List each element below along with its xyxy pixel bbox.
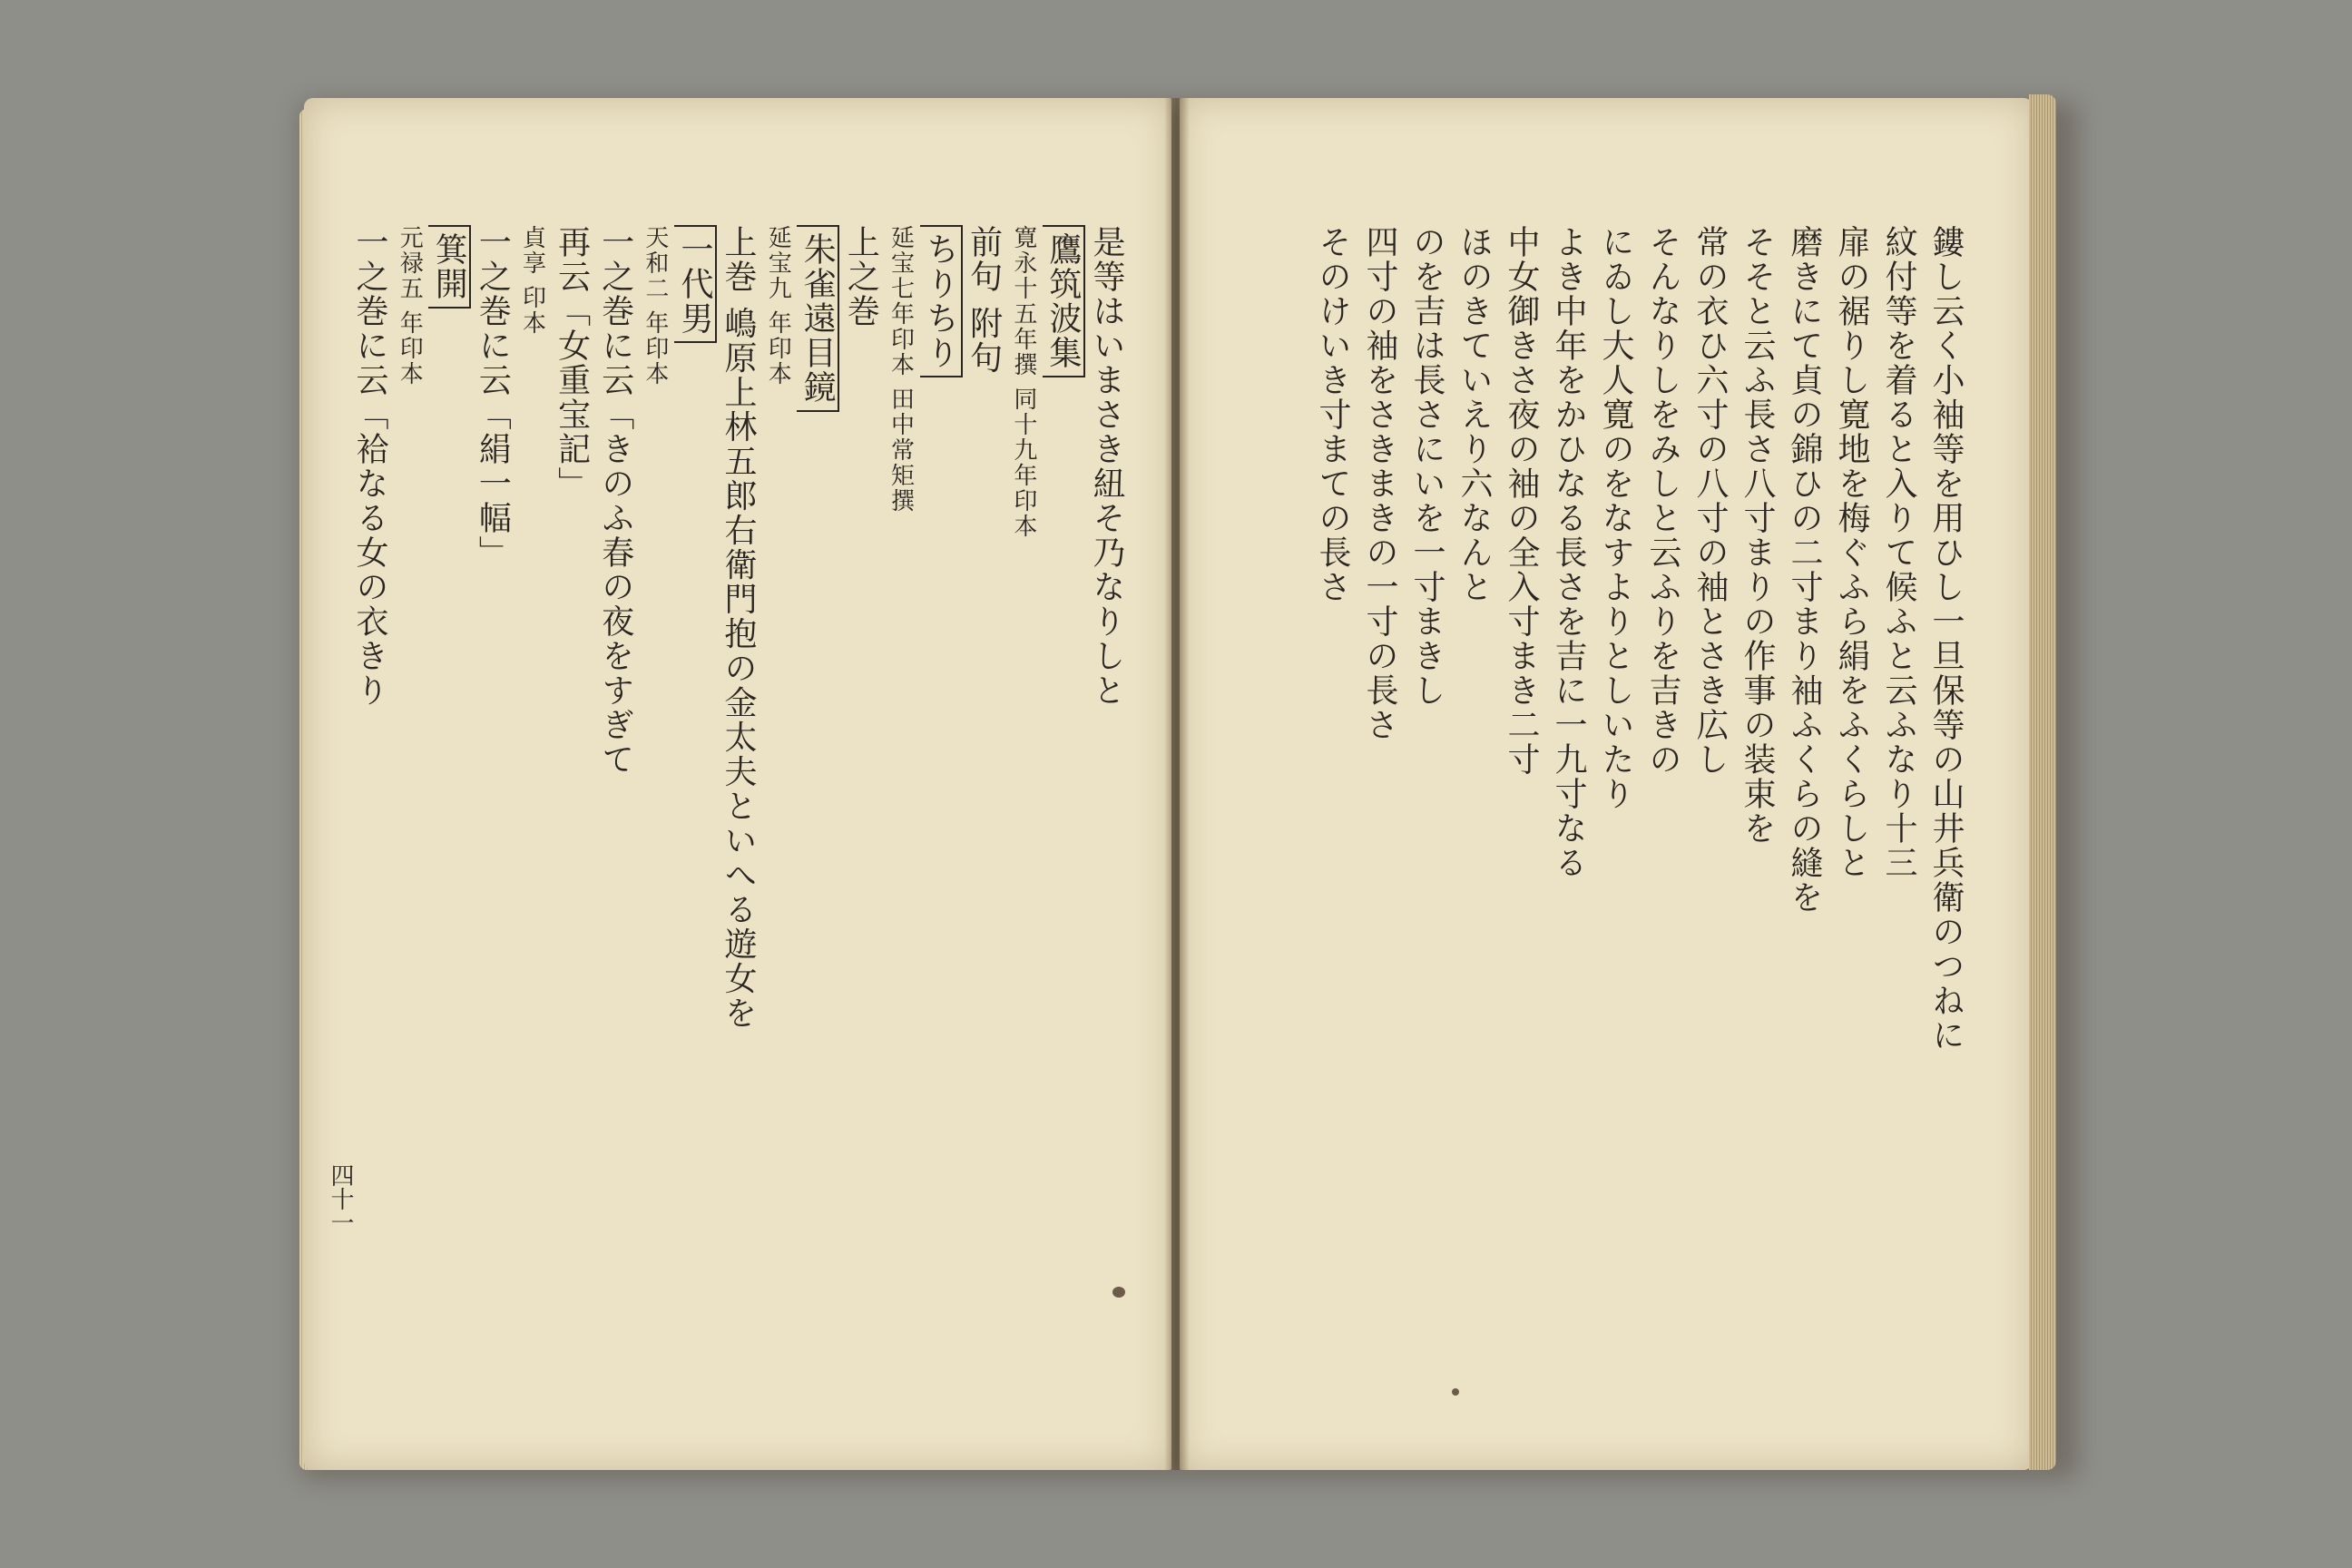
- text-column: 前句 附句: [965, 225, 1003, 376]
- text-column: にゐし大人寛のをなすよりとしいたり: [1597, 225, 1634, 811]
- text-column: 一之巻に云「絹一幅」: [474, 225, 512, 570]
- text-column: ほのきていえり六なんと: [1455, 225, 1493, 604]
- text-column: 一之巻に云「きのふ春の夜をすぎて: [596, 225, 634, 777]
- text-column: 上巻 嶋原上林五郎右衛門抱の金太夫といへる遊女を: [720, 225, 758, 1031]
- right-page-text: [1270, 225, 1969, 1368]
- ink-stain: [1452, 1388, 1459, 1396]
- text-column: 紋付等を着ると入りて候ふと云ふなり十三: [1880, 225, 1917, 880]
- work-title-box: 一代男: [674, 225, 717, 343]
- text-column: 天和二 年印本: [641, 225, 669, 387]
- text-column: 鏤し云く小袖等を用ひし一旦保等の山井兵衛のつねに: [1927, 225, 1965, 1053]
- right-page-edge: [2029, 94, 2056, 1470]
- text-column: [674, 225, 718, 1350]
- text-column: [797, 225, 840, 1350]
- text-column: 延宝九 年印本: [764, 225, 792, 387]
- text-column: 中女御きさ夜の袖の全入寸まき二寸: [1503, 225, 1540, 777]
- ink-stain: [1112, 1287, 1125, 1298]
- work-title-box: 鷹筑波集: [1043, 225, 1085, 377]
- text-column: 再云「女重宝記」: [553, 225, 591, 501]
- text-column: 常の衣ひ六寸の八寸の袖とさき広し: [1691, 225, 1729, 777]
- text-column: そそと云ふ長さ八寸まりの作事の装束を: [1739, 225, 1776, 846]
- text-column: 上之巻: [842, 225, 880, 328]
- text-column: のを吉は長さにいを一寸まきし: [1408, 225, 1446, 708]
- book-gutter: [1164, 98, 1190, 1470]
- text-column: 是等はいまさき紐そ乃なりしと: [1088, 225, 1125, 708]
- left-page-text: [349, 225, 1130, 1368]
- work-title-box: 朱雀遠目鏡: [797, 225, 839, 412]
- text-column: そのけいき寸まての長さ: [1314, 225, 1351, 604]
- work-title-box: 箕開: [428, 225, 471, 309]
- text-column: 一之巻に云「袷なる女の衣きり: [351, 225, 389, 708]
- text-column: そんなりしをみしと云ふりを吉きの: [1644, 225, 1681, 777]
- text-column: 延宝七年印本 田中常矩撰: [887, 225, 915, 514]
- text-column: 元禄五 年印本: [396, 225, 424, 387]
- text-column: [428, 225, 472, 1350]
- text-column: 磨きにて貞の錦ひの二寸まり袖ふくらの縫を: [1786, 225, 1823, 915]
- text-column: 四寸の袖をさきまきの一寸の長さ: [1361, 225, 1398, 742]
- text-column: 扉の裾りし寛地を梅ぐふら絹をふくらしと: [1833, 225, 1870, 880]
- work-title-box: ちりちり: [920, 225, 963, 377]
- text-column: 貞享 印本: [518, 225, 546, 337]
- text-column: [920, 225, 964, 1350]
- text-column: 寛永十五年撰 同十九年印本: [1009, 225, 1037, 540]
- text-column: [1043, 225, 1086, 1350]
- text-column: よき中年をかひなる長さを吉に一九寸なる: [1550, 225, 1587, 880]
- page-number: 四十一: [327, 1163, 354, 1234]
